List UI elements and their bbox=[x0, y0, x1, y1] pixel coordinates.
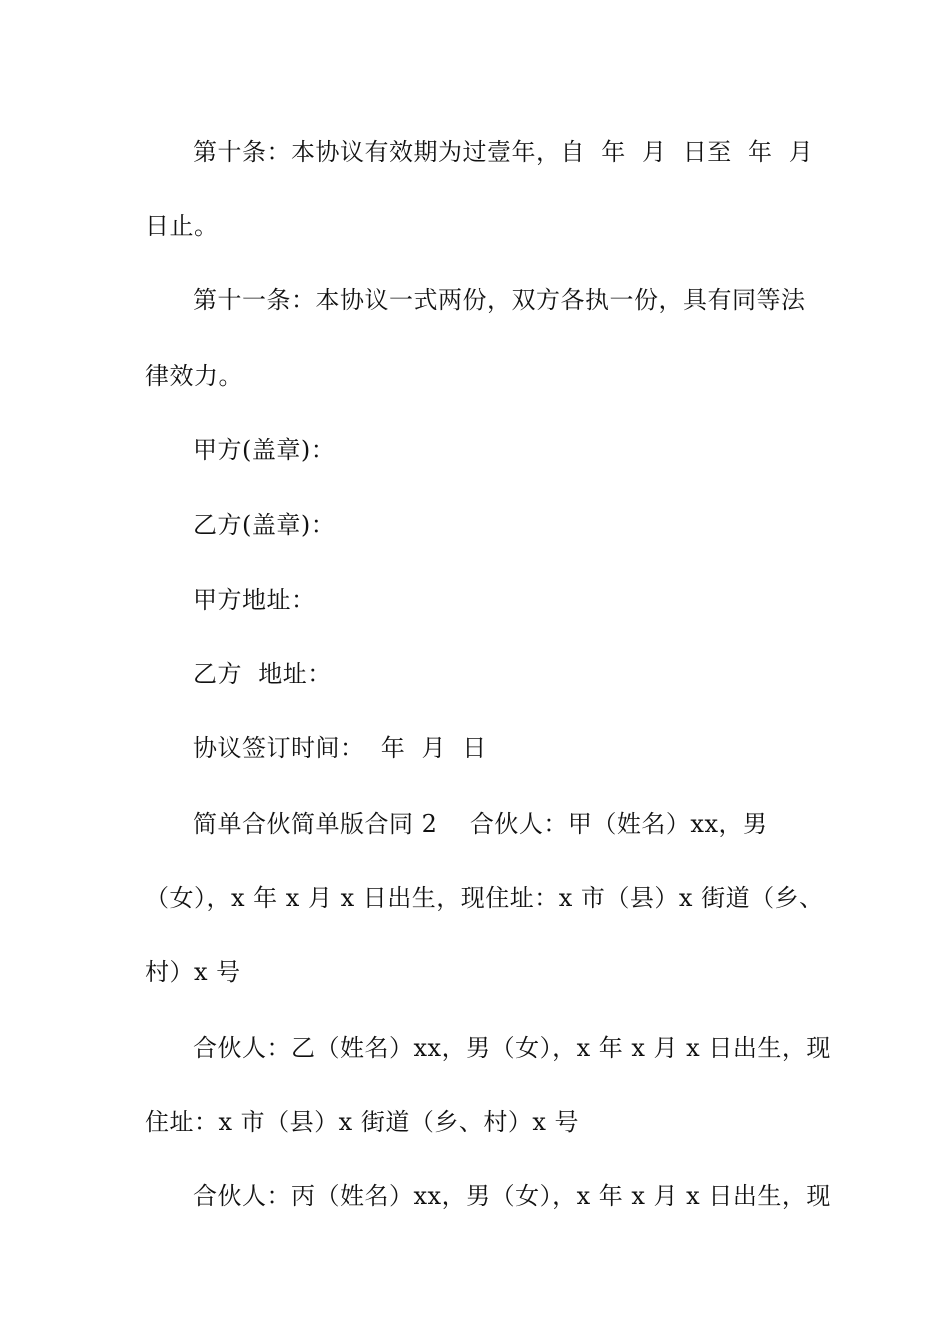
party-a-address-line: 甲方地址： bbox=[193, 586, 316, 614]
party-a-seal-line: 甲方(盖章)： bbox=[193, 436, 336, 464]
partner-b-line-2: 住址：x 市（县）x 街道（乡、村）x 号 bbox=[145, 1108, 579, 1136]
partner-b-line-1: 合伙人：乙（姓名）xx，男（女），x 年 x 月 x 日出生，现 bbox=[193, 1034, 831, 1062]
partner-a-line-2: （女），x 年 x 月 x 日出生，现住址：x 市（县）x 街道（乡、 bbox=[145, 884, 824, 912]
article-11-line-1: 第十一条：本协议一式两份，双方各执一份，具有同等法 bbox=[193, 286, 806, 314]
article-10-line-1: 第十条：本协议有效期为过壹年，自 年 月 日至 年 月 bbox=[193, 138, 814, 166]
partner-c-line-1: 合伙人：丙（姓名）xx，男（女），x 年 x 月 x 日出生，现 bbox=[193, 1182, 831, 1210]
party-b-address-line: 乙方 地址： bbox=[193, 660, 332, 688]
partner-a-line-3: 村）x 号 bbox=[145, 958, 241, 986]
article-11-line-2: 律效力。 bbox=[145, 362, 243, 390]
signing-date-line: 协议签订时间： 年 月 日 bbox=[193, 734, 487, 762]
party-b-seal-line: 乙方(盖章)： bbox=[193, 511, 336, 539]
contract-2-heading-line: 简单合伙简单版合同 2 合伙人：甲（姓名）xx，男 bbox=[193, 810, 768, 838]
article-10-line-2: 日止。 bbox=[145, 212, 219, 240]
